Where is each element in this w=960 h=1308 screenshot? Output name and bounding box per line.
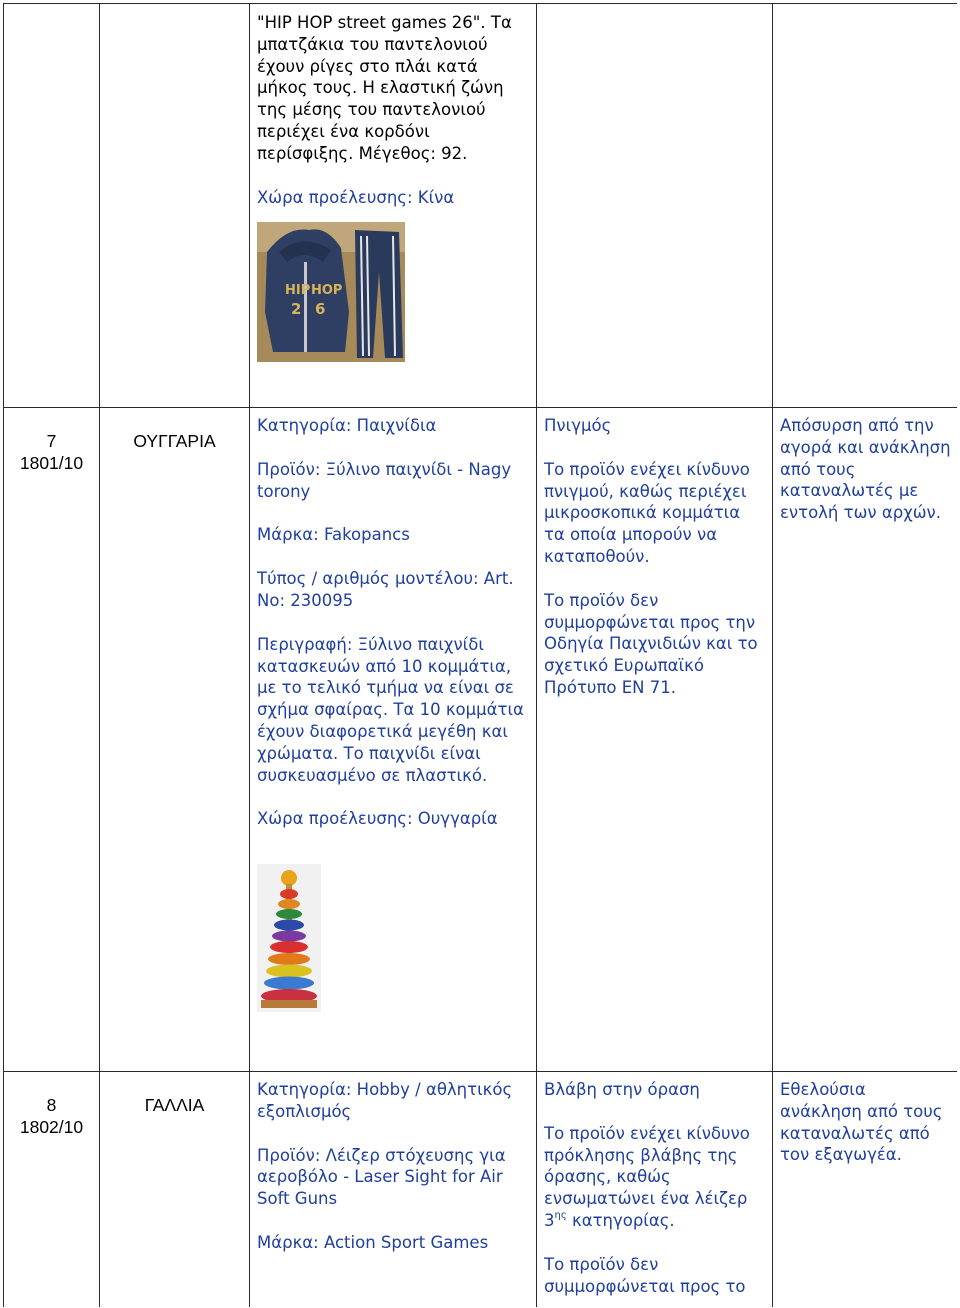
notifying-country: ΟΥΓΓΑΡΙΑ (133, 431, 216, 451)
risk-type: Πνιγμός (544, 416, 612, 435)
measures-cell (773, 1072, 958, 1308)
risk-description (544, 1123, 762, 1232)
risk-text-main: Το προϊόν ενέχει κίνδυνο πρόκλησης βλάβης της όρασης, καθώς ενσωματώνει ένα λέιζερ 3 (544, 1123, 750, 1230)
measures-cell (773, 408, 958, 1072)
notifying-country: ΓΑΛΛΙΑ (144, 1095, 205, 1115)
product-description: "HIP HOP street games 26". Τα μπατζάκια του παντελονιού έχουν ρίγες στο πλάι κατά μήκος τους. Η ελαστική ζώνη της μέσης του παντελονιού περιέχει ένα κορδόνι περίσφιξης. Μέγεθος: 92. (257, 13, 512, 163)
risk-cell (537, 1072, 773, 1308)
table-row (4, 4, 958, 408)
risk-type: Βλάβη στην όραση (544, 1080, 700, 1099)
risk-description: Το προϊόν ενέχει κίνδυνο πνιγμού, καθώς περιέχει μικροσκοπικά κομμάτια τα οποία μπορούν να καταποθούν. (544, 459, 750, 566)
product-cell (250, 408, 537, 1072)
number-cell (4, 408, 100, 1072)
product-category: Κατηγορία: Hobby / αθλητικός εξοπλισμός (257, 1080, 513, 1121)
product-name: Προϊόν: Λέιζερ στόχευσης για αεροβόλο - Laser Sight for Air Soft Guns (257, 1145, 506, 1209)
number-cell (4, 1072, 100, 1308)
country-cell (100, 408, 250, 1072)
product-description: Περιγραφή: Ξύλινο παιχνίδι κατασκευών από 10 κομμάτια, με το τελικό τμήμα να είναι σε σχήμα σφαίρας. Τα 10 κομμάτια έχουν διαφορετικά μεγέθη και χρώματα. Το παιχνίδι είναι συσκευασμένο σε πλαστικό. (257, 634, 524, 785)
risk-cell (537, 4, 773, 408)
svg-text:6: 6 (315, 300, 326, 319)
table-row (4, 1072, 958, 1308)
svg-text:HIP: HIP (285, 283, 311, 299)
item-number: 7 (46, 431, 57, 451)
wooden-stacking-tower-photo (257, 864, 321, 1012)
risk-compliance: Το προϊόν δεν συμμορφώνεται προς την Οδηγία Παιχνιδιών και το σχετικό Ευρωπαϊκό Πρότυπο ΕΝ 71. (544, 590, 758, 697)
ordinal-suffix: ης (554, 1210, 567, 1222)
item-ref: 1801/10 (19, 453, 84, 473)
risk-cell (537, 408, 773, 1072)
origin-country: Χώρα προέλευσης: Ουγγαρία (257, 809, 498, 829)
product-name: Προϊόν: Ξύλινο παιχνίδι - Nagy torony (257, 459, 512, 501)
origin-country: Χώρα προέλευσης: Κίνα (257, 187, 455, 207)
item-ref: 1802/10 (19, 1117, 84, 1137)
table-row (4, 408, 958, 1072)
measures-taken: Εθελούσια ανάκληση από τους καταναλωτές από τον εξαγωγέα. (780, 1080, 943, 1165)
country-cell (100, 1072, 250, 1308)
product-cell (250, 4, 537, 408)
alerts-table (3, 3, 957, 1307)
product-model: Τύπος / αριθμός μοντέλου: Art. No: 230095 (257, 569, 514, 610)
measures-cell (773, 4, 958, 408)
risk-compliance: Το προϊόν δεν συμμορφώνεται προς το (544, 1254, 746, 1296)
country-cell (100, 4, 250, 408)
item-number: 8 (46, 1095, 57, 1115)
document-page (3, 3, 957, 1307)
product-cell (250, 1072, 537, 1308)
measures-taken: Απόσυρση από την αγορά και ανάκληση από τους καταναλωτές με εντολή των αρχών. (780, 416, 951, 523)
product-category: Κατηγορία: Παιχνίδια (257, 416, 437, 435)
number-cell (4, 4, 100, 408)
product-brand: Μάρκα: Fakopancs (257, 525, 410, 545)
product-brand: Μάρκα: Action Sport Games (257, 1232, 489, 1252)
svg-text:2: 2 (291, 300, 302, 319)
svg-text:HOP: HOP (311, 283, 343, 299)
hip-hop-tracksuit-photo (257, 222, 405, 362)
risk-text-end: κατηγορίας. (566, 1210, 675, 1230)
